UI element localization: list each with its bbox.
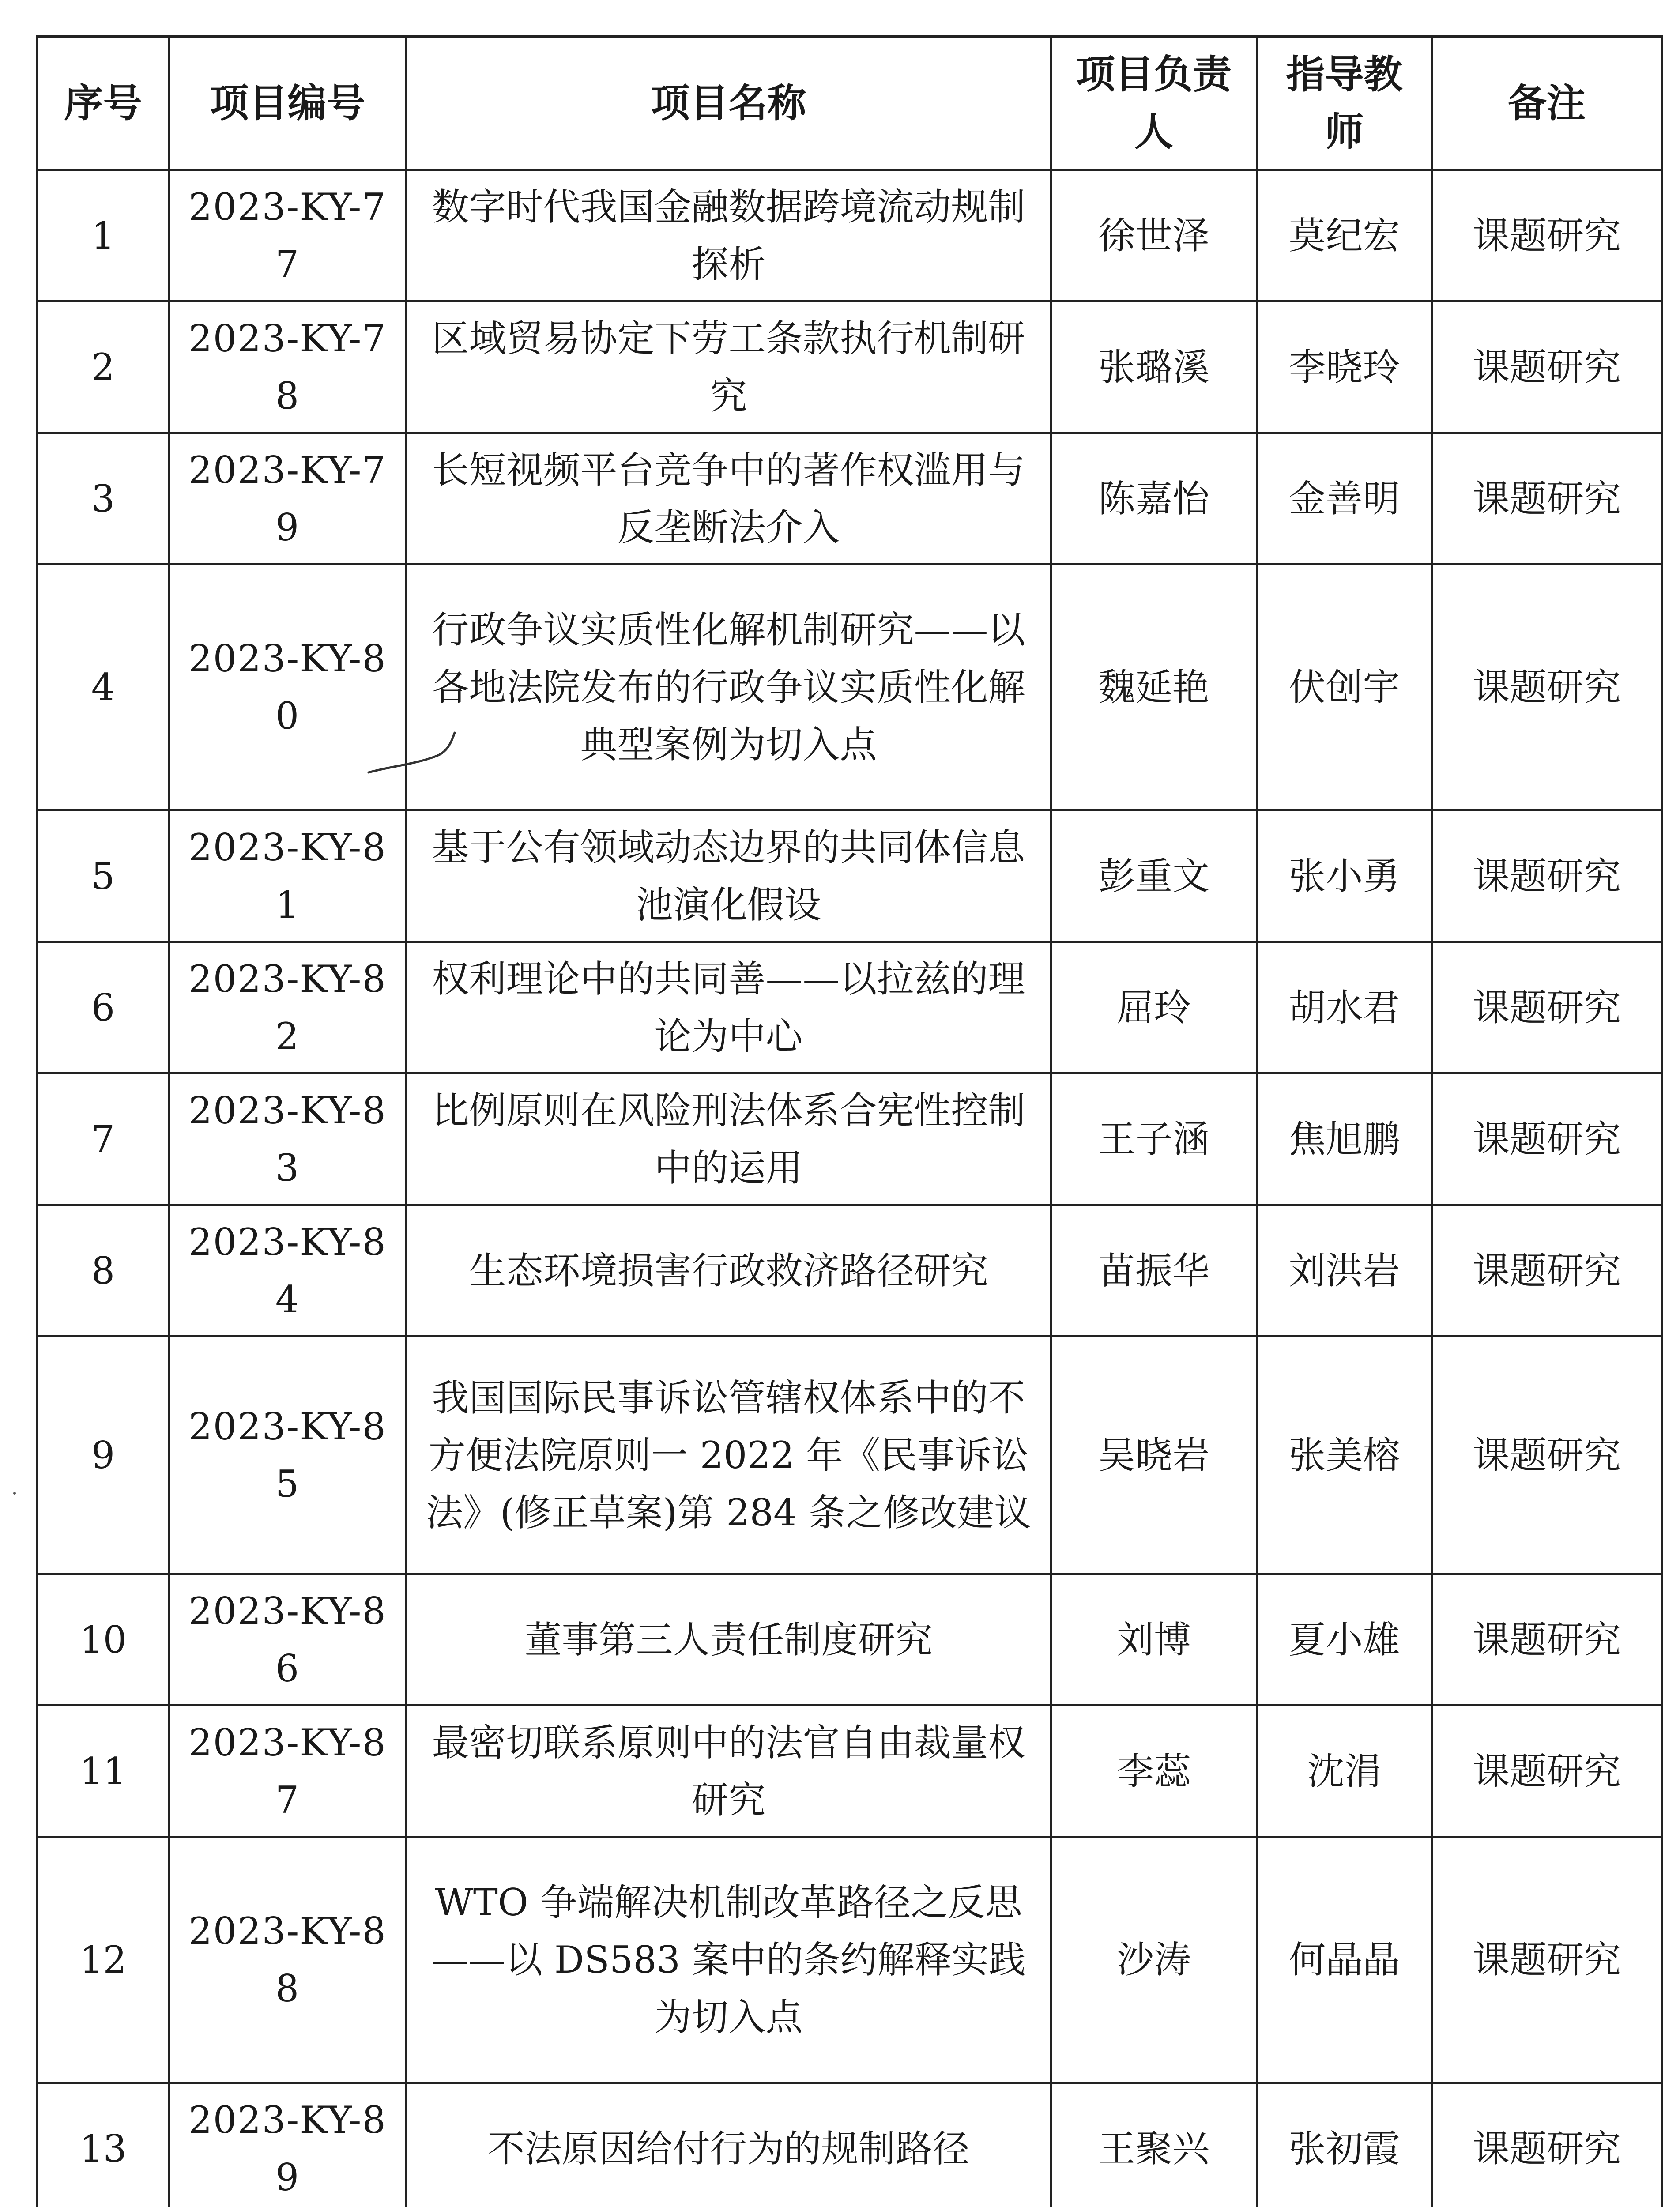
cell-code: 2023-KY-88	[169, 1837, 407, 2083]
cell-no: 9	[38, 1337, 169, 1574]
cell-note: 课题研究	[1432, 1073, 1662, 1205]
cell-advisor: 张小勇	[1257, 810, 1432, 942]
cell-name: 比例原则在风险刑法体系合宪性控制中的运用	[407, 1073, 1051, 1205]
cell-code: 2023-KY-87	[169, 1706, 407, 1837]
cell-name: 行政争议实质性化解机制研究——以各地法院发布的行政争议实质性化解典型案例为切入点	[407, 565, 1051, 810]
cell-code: 2023-KY-82	[169, 942, 407, 1073]
table-row	[38, 2083, 1662, 2207]
cell-leader: 徐世泽	[1051, 170, 1257, 301]
cell-name: 基于公有领域动态边界的共同体信息池演化假设	[407, 810, 1051, 942]
cell-note: 课题研究	[1432, 301, 1662, 433]
cell-no: 2	[38, 301, 169, 433]
cell-no: 13	[38, 2083, 169, 2207]
cell-leader: 陈嘉怡	[1051, 433, 1257, 565]
cell-advisor: 何晶晶	[1257, 1837, 1432, 2083]
cell-leader: 王子涵	[1051, 1073, 1257, 1205]
cell-leader: 苗振华	[1051, 1205, 1257, 1337]
table-row	[38, 1337, 1662, 1574]
cell-code: 2023-KY-83	[169, 1073, 407, 1205]
cell-no: 10	[38, 1574, 169, 1706]
table-row	[38, 1205, 1662, 1337]
cell-note: 课题研究	[1432, 2083, 1662, 2207]
cell-leader: 屈玲	[1051, 942, 1257, 1073]
cell-name: 最密切联系原则中的法官自由裁量权研究	[407, 1706, 1051, 1837]
cell-advisor: 伏创宇	[1257, 565, 1432, 810]
cell-no: 1	[38, 170, 169, 301]
cell-leader: 李蕊	[1051, 1706, 1257, 1837]
cell-no: 11	[38, 1706, 169, 1837]
table-row	[38, 1073, 1662, 1205]
table-row	[38, 810, 1662, 942]
cell-code: 2023-KY-78	[169, 301, 407, 433]
cell-advisor: 胡水君	[1257, 942, 1432, 1073]
cell-advisor: 莫纪宏	[1257, 170, 1432, 301]
cell-code: 2023-KY-80	[169, 565, 407, 810]
cell-advisor: 金善明	[1257, 433, 1432, 565]
cell-advisor: 沈涓	[1257, 1706, 1432, 1837]
cell-name: 区域贸易协定下劳工条款执行机制研究	[407, 301, 1051, 433]
cell-code: 2023-KY-86	[169, 1574, 407, 1706]
cell-no: 12	[38, 1837, 169, 2083]
cell-no: 4	[38, 565, 169, 810]
cell-name: 长短视频平台竞争中的著作权滥用与反垄断法介入	[407, 433, 1051, 565]
cell-note: 课题研究	[1432, 1205, 1662, 1337]
cell-no: 7	[38, 1073, 169, 1205]
cell-name: 权利理论中的共同善——以拉兹的理论为中心	[407, 942, 1051, 1073]
header-note: 备注	[1432, 37, 1662, 170]
table-row	[38, 1574, 1662, 1706]
cell-code: 2023-KY-84	[169, 1205, 407, 1337]
cell-note: 课题研究	[1432, 565, 1662, 810]
cell-note: 课题研究	[1432, 942, 1662, 1073]
cell-note: 课题研究	[1432, 1837, 1662, 2083]
cell-note: 课题研究	[1432, 1706, 1662, 1837]
project-table	[36, 35, 1663, 2207]
scan-speck	[13, 1492, 16, 1495]
cell-code: 2023-KY-89	[169, 2083, 407, 2207]
cell-note: 课题研究	[1432, 1337, 1662, 1574]
table-row	[38, 1706, 1662, 1837]
cell-advisor: 张初霞	[1257, 2083, 1432, 2207]
cell-note: 课题研究	[1432, 810, 1662, 942]
table-row	[38, 942, 1662, 1073]
cell-code: 2023-KY-81	[169, 810, 407, 942]
cell-name: 我国国际民事诉讼管辖权体系中的不方便法院原则一 2022 年《民事诉讼法》(修正草案)第 284 条之修改建议	[407, 1337, 1051, 1574]
cell-advisor: 焦旭鹏	[1257, 1073, 1432, 1205]
cell-name: 数字时代我国金融数据跨境流动规制探析	[407, 170, 1051, 301]
cell-name: WTO 争端解决机制改革路径之反思——以 DS583 案中的条约解释实践为切入点	[407, 1837, 1051, 2083]
header-advisor: 指导教师	[1257, 37, 1432, 170]
cell-leader: 张璐溪	[1051, 301, 1257, 433]
cell-name: 不法原因给付行为的规制路径	[407, 2083, 1051, 2207]
cell-no: 6	[38, 942, 169, 1073]
cell-name: 董事第三人责任制度研究	[407, 1574, 1051, 1706]
table-row	[38, 433, 1662, 565]
cell-leader: 魏延艳	[1051, 565, 1257, 810]
cell-note: 课题研究	[1432, 1574, 1662, 1706]
cell-advisor: 刘洪岩	[1257, 1205, 1432, 1337]
cell-code: 2023-KY-85	[169, 1337, 407, 1574]
header-code: 项目编号	[169, 37, 407, 170]
cell-advisor: 张美榕	[1257, 1337, 1432, 1574]
header-name: 项目名称	[407, 37, 1051, 170]
table-row	[38, 170, 1662, 301]
cell-leader: 吴晓岩	[1051, 1337, 1257, 1574]
cell-code: 2023-KY-79	[169, 433, 407, 565]
table-row	[38, 301, 1662, 433]
cell-leader: 彭重文	[1051, 810, 1257, 942]
table-row	[38, 1837, 1662, 2083]
cell-leader: 沙涛	[1051, 1837, 1257, 2083]
table-row	[38, 565, 1662, 810]
cell-leader: 王聚兴	[1051, 2083, 1257, 2207]
header-no: 序号	[38, 37, 169, 170]
cell-leader: 刘博	[1051, 1574, 1257, 1706]
cell-name: 生态环境损害行政救济路径研究	[407, 1205, 1051, 1337]
cell-advisor: 李晓玲	[1257, 301, 1432, 433]
cell-code: 2023-KY-77	[169, 170, 407, 301]
cell-no: 3	[38, 433, 169, 565]
header-leader: 项目负责人	[1051, 37, 1257, 170]
cell-no: 5	[38, 810, 169, 942]
cell-note: 课题研究	[1432, 170, 1662, 301]
cell-no: 8	[38, 1205, 169, 1337]
table-header-row	[38, 37, 1662, 170]
cell-note: 课题研究	[1432, 433, 1662, 565]
cell-advisor: 夏小雄	[1257, 1574, 1432, 1706]
